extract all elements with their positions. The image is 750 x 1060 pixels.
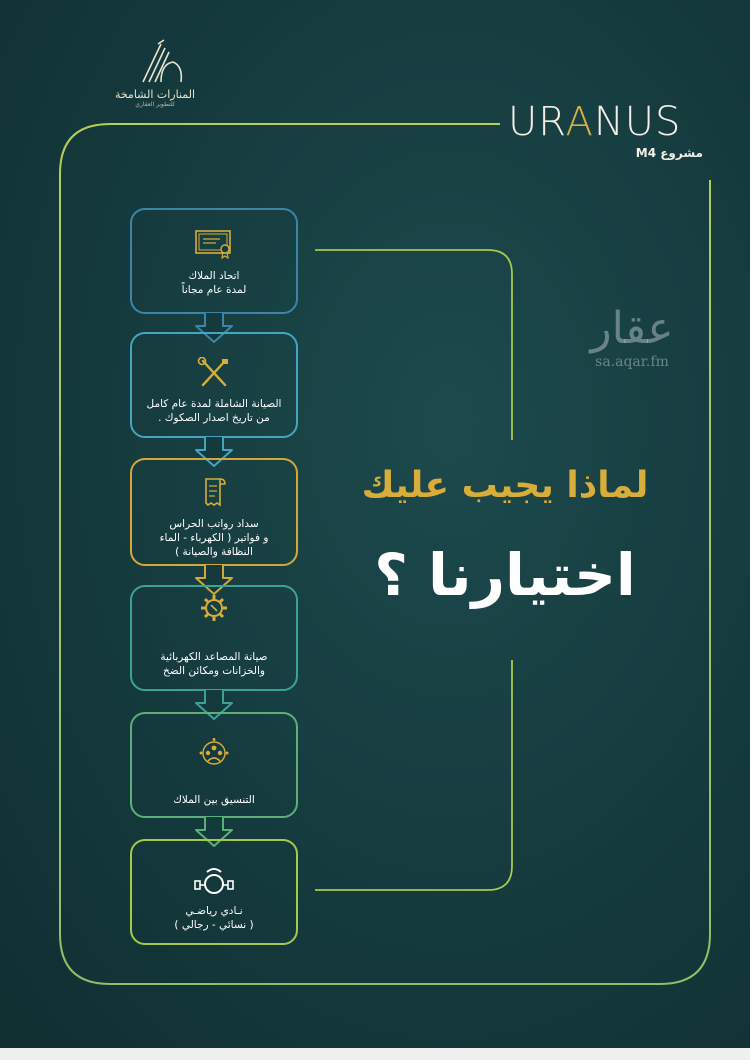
step-line: والخزانات ومكائن الضخ [163,665,265,677]
step-line: نـادي رياضـي [185,905,243,917]
step-line: ( نسائي - رجالي ) [174,919,254,931]
step-line: لمدة عام مجاناً [181,284,247,296]
gym-dumbbell-icon [194,866,234,898]
maintenance-gear-icon [194,592,234,624]
step-elevators-maintenance [130,586,298,690]
step-line: من تاريخ اصدار الصكوك . [158,412,270,424]
step-text [136,269,292,297]
company-logo [100,38,210,108]
brand-title-part: NUS [593,99,682,145]
company-name: المنارات الشامخة [114,88,196,101]
step-line: النظافة والصيانة ) [175,546,253,558]
step-text [136,793,292,807]
bottom-strip [0,1048,750,1060]
project-code: مشروع M4 [635,146,703,160]
community-icon [194,737,234,769]
brand-title-part: UR [508,99,566,145]
step-text [136,397,292,425]
headline-line-1: لماذا يجيب عليك [361,465,649,506]
minaret-logo-icon [125,38,185,86]
watermark-name: عقار [590,303,674,354]
step-sports-club [130,840,298,944]
step-text [136,517,292,559]
step-text [136,650,292,678]
tools-icon [194,357,234,389]
headline-line-2: اختيارنا ؟ [374,541,636,609]
watermark-url: sa.aqar.fm [595,354,669,370]
step-bills-payment [130,459,298,565]
step-line: الصيانة الشاملة لمدة عام كامل [146,398,282,410]
company-tagline: للتطوير العقاري [135,101,175,108]
receipt-icon [194,477,234,509]
step-line: و فواتير ( الكهرباء - الماء [159,532,269,544]
step-owners-union [130,209,298,313]
step-line: صيانة المصاعد الكهربائية [160,651,268,663]
step-line: اتحاد الملاك [188,270,240,282]
step-line: سداد رواتب الحراس [169,518,259,530]
watermark [572,304,692,370]
headline [340,460,670,620]
brand-title-accent: A [565,99,594,145]
certificate-icon [194,227,234,259]
step-owners-coordination [130,713,298,817]
brand-title [508,100,713,144]
step-line: التنسيق بين الملاك [173,794,255,806]
step-text [136,904,292,932]
project-brand [508,99,713,160]
step-full-maintenance [130,333,298,437]
